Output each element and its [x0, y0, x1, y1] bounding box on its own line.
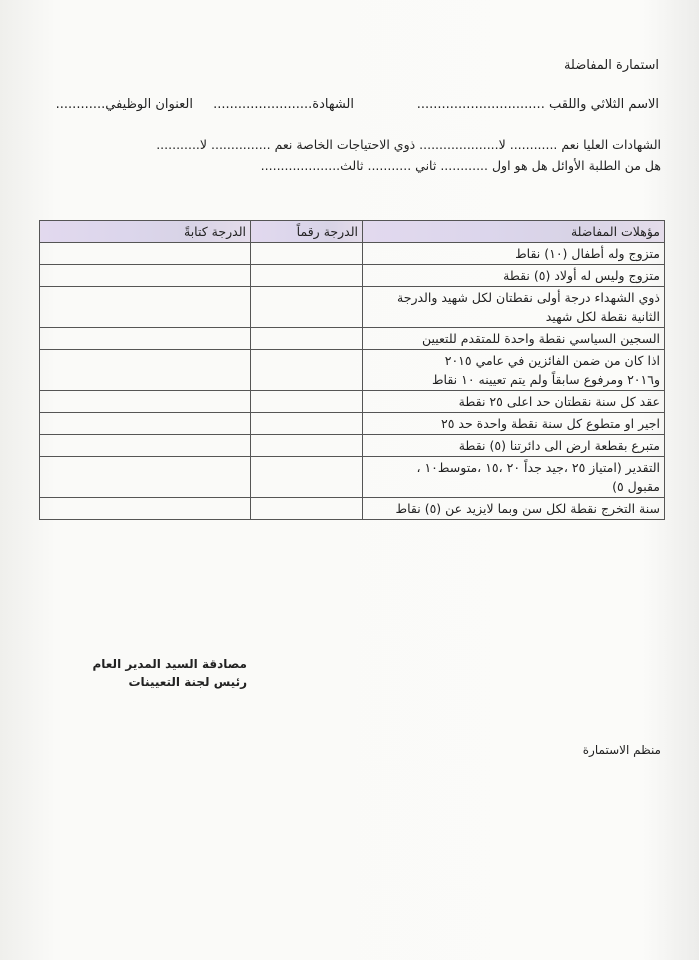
header-score-number: الدرجة رقماً [251, 221, 363, 243]
table-row [40, 413, 665, 435]
personal-info-line [39, 97, 659, 115]
score-words-cell [40, 287, 251, 328]
score-number-cell [251, 328, 363, 350]
score-number-cell [251, 350, 363, 391]
score-words-cell [40, 498, 251, 520]
criteria-cell: ذوي الشهداء درجة أولى نقطتان لكل شهيد والدرجة الثانية نقطة لكل شهيد [363, 287, 665, 328]
table-row [40, 243, 665, 265]
table-row [40, 391, 665, 413]
criteria-cell: اذا كان من ضمن الفائزين في عامي ٢٠١٥ و٢٠١٦ ومرفوع سابقاً ولم يتم تعيينه ١٠ نقاط [363, 350, 665, 391]
table-row [40, 265, 665, 287]
criteria-cell: سنة التخرج نقطة لكل سن وبما لايزيد عن (٥) نقاط [363, 498, 665, 520]
criteria-cell: التقدير (امتياز ٢٥ ،جيد جداً ٢٠ ،١٥ ،متوسط١٠ ، مقبول ٥) [363, 457, 665, 498]
score-words-cell [40, 391, 251, 413]
score-words-cell [40, 243, 251, 265]
score-number-cell [251, 265, 363, 287]
header-score-words: الدرجة كتابةً [40, 221, 251, 243]
certificate-field: الشهادة........................ [213, 97, 354, 112]
score-number-cell [251, 391, 363, 413]
committee-head-label: رئيس لجنة التعيينات [128, 675, 247, 689]
full-name-field: الاسم الثلاثي واللقب ............................... [416, 97, 659, 112]
header-qualifications: مؤهلات المفاضلة [363, 221, 665, 243]
score-words-cell [40, 265, 251, 287]
criteria-cell: السجين السياسي نقطة واحدة للمتقدم للتعيين [363, 328, 665, 350]
score-number-cell [251, 457, 363, 498]
table-row [40, 287, 665, 328]
score-words-cell [40, 435, 251, 457]
table-row [40, 350, 665, 391]
table-header-row [40, 221, 665, 243]
director-approval-label: مصادقة السيد المدير العام [92, 657, 247, 671]
form-organizer-label: منظم الاستمارة [582, 743, 661, 757]
criteria-table [39, 220, 665, 520]
criteria-cell: عقد كل سنة نقطتان حد اعلى ٢٥ نقطة [363, 391, 665, 413]
table-row [40, 435, 665, 457]
criteria-cell: متبرع بقطعة ارض الى دائرتنا (٥) نقطة [363, 435, 665, 457]
criteria-cell: اجير او متطوع كل سنة نقطة واحدة حد ٢٥ [363, 413, 665, 435]
score-words-cell [40, 328, 251, 350]
top-students-line: هل من الطلبة الأوائل هل هو اول ............ ثاني ........... ثالث.................... [260, 158, 661, 173]
score-words-cell [40, 457, 251, 498]
form-title: استمارة المفاضلة [563, 58, 659, 73]
criteria-cell: متزوج وليس له أولاد (٥) نقطة [363, 265, 665, 287]
score-words-cell [40, 413, 251, 435]
table-row [40, 328, 665, 350]
score-number-cell [251, 413, 363, 435]
higher-degrees-special-needs-line: الشهادات العليا نعم ............ لا.................... ذوي الاحتياجات الخاصة نعم ............... لا........... [156, 137, 661, 152]
table-row [40, 498, 665, 520]
score-number-cell [251, 243, 363, 265]
score-number-cell [251, 498, 363, 520]
table-row [40, 457, 665, 498]
criteria-cell: متزوج وله أطفال (١٠) نقاط [363, 243, 665, 265]
score-number-cell [251, 435, 363, 457]
job-title-field: العنوان الوظيفي............ [55, 97, 193, 112]
score-words-cell [40, 350, 251, 391]
score-number-cell [251, 287, 363, 328]
